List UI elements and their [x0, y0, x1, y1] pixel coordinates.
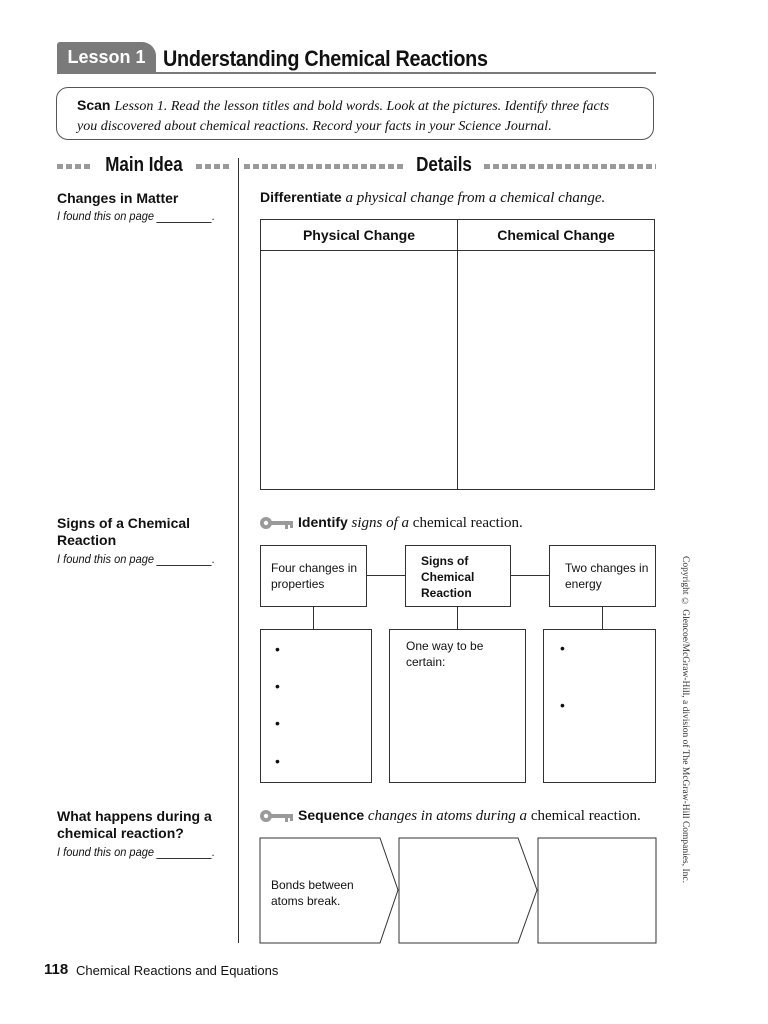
key-icon [259, 809, 295, 823]
sequence-step-2-field[interactable] [400, 839, 516, 942]
section-title: What happens during a chemical reaction? [57, 808, 212, 841]
physical-change-cell[interactable] [261, 251, 457, 489]
properties-answer-box[interactable] [260, 629, 372, 783]
page-reference-text: I found this on page [57, 552, 154, 566]
two-changes-text: Two changes in energy [565, 561, 649, 591]
page-number: 118 [44, 961, 69, 978]
bullet: • [275, 678, 280, 694]
column-divider [238, 158, 239, 943]
header-dash [57, 164, 93, 169]
section-title: Signs of a Chemical Reaction [57, 515, 191, 548]
four-changes-box [260, 545, 367, 607]
scan-box [56, 87, 654, 140]
bullet: • [275, 715, 280, 731]
connector-line [602, 606, 603, 630]
title-rule [57, 72, 656, 74]
signs-center-box [405, 545, 511, 607]
connector-line [313, 606, 314, 630]
chemical-change-header: Chemical Change [458, 220, 654, 251]
main-idea-header: Main Idea [105, 154, 183, 176]
connector-line [510, 575, 550, 576]
certain-answer-box[interactable] [389, 629, 526, 783]
scan-text-line1: Lesson 1. Read the lesson titles and bold words. Look at the pictures. Identify three facts [114, 99, 610, 114]
connector-line [366, 575, 406, 576]
physical-change-header: Physical Change [261, 220, 457, 251]
page-blank-field[interactable] [157, 847, 212, 859]
lesson-tab: Lesson 1 [57, 42, 156, 72]
page-reference-end: . [211, 209, 216, 223]
header-dash [244, 164, 404, 169]
sequence-keyword: Sequence [298, 807, 365, 823]
chemical-change-cell[interactable] [458, 251, 654, 489]
identify-prompt [298, 514, 523, 532]
header-dash [484, 164, 656, 169]
page-reference [57, 209, 215, 223]
bullet: • [275, 641, 280, 657]
certain-prompt-text: One way to be certain: [406, 639, 484, 669]
sequence-step-1-text: Bonds between atoms break. [271, 878, 354, 908]
page-reference [57, 845, 215, 859]
page-reference [57, 552, 215, 566]
page-title: Understanding Chemical Reactions [163, 46, 488, 71]
page-reference-text: I found this on page [57, 845, 154, 859]
header-dash [196, 164, 232, 169]
identify-keyword: Identify [298, 514, 348, 530]
scan-label: Scan [77, 97, 111, 113]
signs-center-text: Signs of Chemical Reaction [421, 554, 475, 600]
sequence-prompt [298, 807, 641, 825]
bullet: • [275, 753, 280, 769]
two-changes-box [549, 545, 656, 607]
copyright-notice: Copyright © Glencoe/McGraw-Hill, a division of The McGraw-Hill Companies, Inc. [680, 556, 690, 883]
page-reference-end: . [211, 552, 216, 566]
page-reference-text: I found this on page [57, 209, 154, 223]
page-blank-field[interactable] [157, 211, 212, 223]
sequence-text-italic: changes in atoms during a [367, 808, 528, 824]
scan-text-line2: you discovered about chemical reactions. Record your facts in your Science Journal. [77, 119, 552, 134]
differentiate-text: a physical change from a chemical change. [345, 190, 606, 206]
differentiate-prompt [260, 189, 605, 207]
identify-text: chemical reaction. [412, 515, 523, 531]
identify-text-italic: signs of a [351, 515, 410, 531]
connector-line [457, 606, 458, 630]
bullet: • [560, 640, 565, 656]
details-header: Details [416, 154, 472, 176]
footer-text: Chemical Reactions and Equations [76, 963, 279, 978]
sequence-text: chemical reaction. [530, 808, 641, 824]
page-reference-end: . [211, 845, 216, 859]
change-table [260, 219, 655, 490]
page-blank-field[interactable] [157, 554, 212, 566]
bullet: • [560, 697, 565, 713]
sequence-step-3-field[interactable] [539, 839, 655, 942]
differentiate-keyword: Differentiate [260, 189, 342, 205]
four-changes-text: Four changes in properties [271, 561, 358, 591]
energy-answer-box[interactable] [543, 629, 656, 783]
section-title: Changes in Matter [57, 190, 179, 206]
key-icon [259, 516, 295, 530]
